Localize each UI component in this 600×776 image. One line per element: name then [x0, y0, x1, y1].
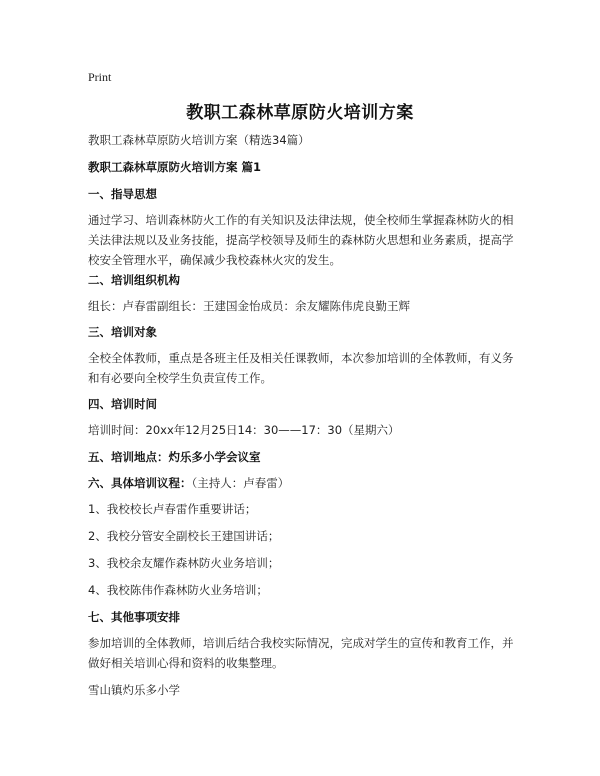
section-body-1: 通过学习、培训森林防火工作的有关知识及法律法规，使全校师生掌握森林防火的相关法律法规以及业务技能，提高学校领导及师生的森林防火思想和业务素质，提高学校安全管理水平，确保减少我校森林火灾的发生。	[88, 213, 514, 267]
document-subtitle: 教职工森林草原防火培训方案（精选34篇）	[88, 133, 310, 147]
section-body-3: 全校全体教师，重点是各班主任及相关任课教师，本次参加培训的全体教师，有义务和有必要向全校学生负责宣传工作。	[88, 351, 514, 385]
print-label[interactable]: Print	[88, 70, 112, 84]
section-heading-6: 六、具体培训议程：	[88, 476, 192, 490]
signature: 雪山镇灼乐多小学	[88, 683, 180, 697]
agenda-item: 4、我校陈伟作森林防火业务培训；	[88, 583, 268, 597]
section-heading-7: 七、其他事项安排	[88, 610, 180, 624]
section-body-2: 组长：卢春雷副组长：王建国金怡成员：余友耀陈伟虎良勤王辉	[88, 299, 410, 313]
section-heading-6-note: （主持人：卢春雷）	[191, 476, 290, 490]
agenda-item: 2、我校分管安全副校长王建国讲话；	[88, 529, 280, 543]
section-body-7: 参加培训的全体教师，培训后结合我校实际情况，完成对学生的宣传和教育工作，并做好相关培训心得和资料的收集整理。	[88, 636, 514, 670]
page-title: 教职工森林草原防火培训方案	[186, 103, 414, 123]
agenda-item: 3、我校余友耀作森林防火业务培训；	[88, 556, 280, 570]
section-heading-5: 五、培训地点：灼乐多小学会议室	[88, 450, 261, 464]
section-heading-2: 二、培训组织机构	[88, 273, 180, 287]
section-heading-6-row	[88, 474, 516, 493]
agenda-item: 1、我校校长卢春雷作重要讲话；	[88, 502, 257, 516]
section-body-4: 培训时间：20xx年12月25日14：30——17：30（星期六）	[88, 423, 400, 437]
section-heading-1: 一、指导思想	[88, 187, 157, 201]
part-title: 教职工森林草原防火培训方案 篇1	[88, 160, 262, 174]
section-heading-4: 四、培训时间	[88, 397, 157, 411]
section-heading-3: 三、培训对象	[88, 325, 157, 339]
